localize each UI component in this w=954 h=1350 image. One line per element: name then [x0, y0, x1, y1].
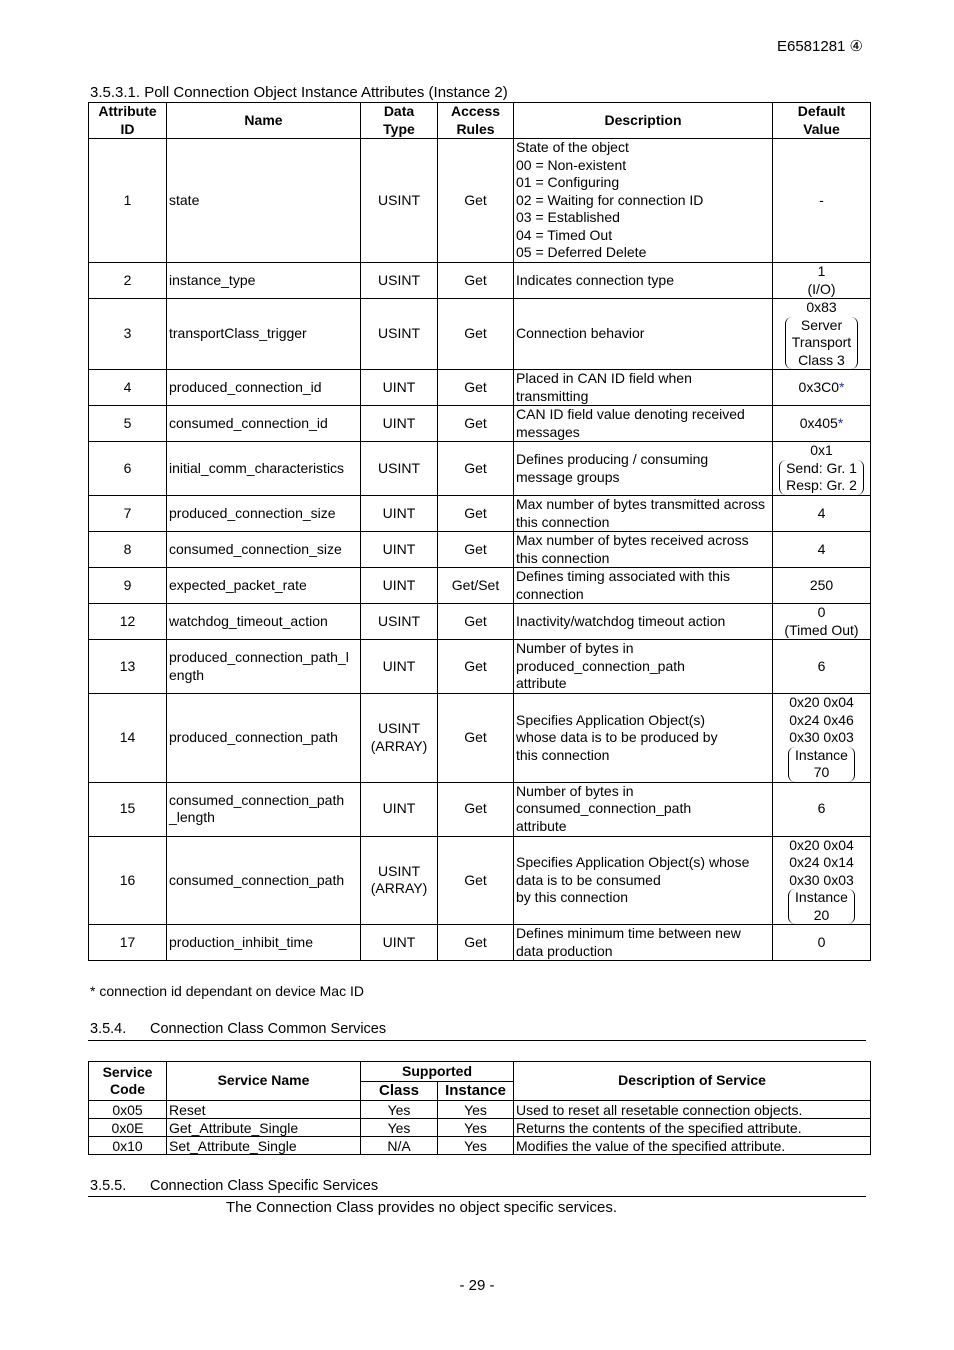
- default-value-cell: [773, 836, 871, 925]
- attribute-name-cell: expected_packet_rate: [167, 568, 361, 604]
- attribute-row: [89, 406, 871, 442]
- data-type-cell: UINT: [361, 640, 438, 694]
- attribute-row: [89, 299, 871, 370]
- description-cell: CAN ID field value denoting received messages: [514, 406, 773, 442]
- data-type-cell: UINT: [361, 370, 438, 406]
- attribute-id-cell: 16: [89, 836, 167, 925]
- service-row: [89, 1137, 871, 1155]
- default-value: 0x20 0x04 0x24 0x46 0x30 0x03: [789, 694, 854, 745]
- data-type-cell: UINT: [361, 496, 438, 532]
- description-cell: Number of bytes in consumed_connection_path attribute: [514, 782, 773, 836]
- description-cell: Indicates connection type: [514, 263, 773, 299]
- attribute-row: [89, 925, 871, 961]
- attribute-row: [89, 782, 871, 836]
- description-cell: Inactivity/watchdog timeout action: [514, 604, 773, 640]
- access-rules-cell: Get: [438, 604, 514, 640]
- access-rules-cell: Get: [438, 406, 514, 442]
- data-type-cell: USINT: [361, 139, 438, 263]
- attribute-id-cell: 3: [89, 299, 167, 370]
- data-type-cell: USINT: [361, 604, 438, 640]
- section-number: 3.5.4.: [90, 1021, 127, 1037]
- col-header-data-type: Data Type: [361, 103, 438, 139]
- attribute-row: [89, 694, 871, 783]
- data-type-cell: USINT: [361, 263, 438, 299]
- default-value: 0x83: [806, 299, 837, 315]
- attribute-row: [89, 139, 871, 263]
- svc-header-code: Service Code: [89, 1062, 167, 1101]
- attribute-row: [89, 532, 871, 568]
- attribute-id-cell: 7: [89, 496, 167, 532]
- instance-support-cell: Yes: [438, 1119, 514, 1137]
- attribute-id-cell: 8: [89, 532, 167, 568]
- data-type-cell: USINT (ARRAY): [361, 694, 438, 783]
- data-type-cell: UINT: [361, 532, 438, 568]
- attribute-row: [89, 496, 871, 532]
- attribute-name-cell: production_inhibit_time: [167, 925, 361, 961]
- default-value-note: Send: Gr. 1 Resp: Gr. 2: [779, 460, 864, 495]
- col-header-name: Name: [167, 103, 361, 139]
- default-value: 0x405: [799, 414, 838, 431]
- service-name-cell: Set_Attribute_Single: [167, 1137, 361, 1155]
- attribute-id-cell: 15: [89, 782, 167, 836]
- default-value: -: [819, 191, 824, 208]
- access-rules-cell: Get: [438, 442, 514, 496]
- footnote: * connection id dependant on device Mac ID: [90, 983, 364, 999]
- default-value-note: Instance 70: [788, 747, 855, 782]
- access-rules-cell: Get: [438, 925, 514, 961]
- default-value-cell: [773, 496, 871, 532]
- attribute-name-cell: state: [167, 139, 361, 263]
- attribute-id-cell: 9: [89, 568, 167, 604]
- attribute-row: [89, 263, 871, 299]
- col-header-description: Description: [514, 103, 773, 139]
- attribute-name-cell: watchdog_timeout_action: [167, 604, 361, 640]
- specific-services-text: The Connection Class provides no object specific services.: [226, 1199, 618, 1216]
- default-value-note: Server Transport Class 3: [785, 317, 858, 370]
- attribute-name-cell: produced_connection_id: [167, 370, 361, 406]
- attribute-row: [89, 442, 871, 496]
- access-rules-cell: Get: [438, 299, 514, 370]
- attribute-row: [89, 568, 871, 604]
- attribute-name-cell: initial_comm_characteristics: [167, 442, 361, 496]
- document-id: E6581281 ④: [776, 38, 863, 55]
- default-value-cell: [773, 604, 871, 640]
- attribute-id-cell: 17: [89, 925, 167, 961]
- description-cell: State of the object 00 = Non-existent 01 = Configuring 02 = Waiting for connection ID 03 = Established 04 = Timed Out 05 = Deferred Delete: [514, 139, 773, 263]
- default-value-cell: [773, 263, 871, 299]
- access-rules-cell: Get: [438, 532, 514, 568]
- class-support-cell: N/A: [361, 1137, 438, 1155]
- attribute-id-cell: 1: [89, 139, 167, 263]
- service-row: [89, 1119, 871, 1137]
- default-value-cell: [773, 640, 871, 694]
- default-value: 0x20 0x04 0x24 0x14 0x30 0x03: [789, 836, 854, 888]
- default-value: 6: [817, 800, 826, 817]
- attribute-name-cell: consumed_connection_size: [167, 532, 361, 568]
- svc-header-name: Service Name: [167, 1062, 361, 1101]
- default-value-cell: [773, 139, 871, 263]
- access-rules-cell: Get: [438, 139, 514, 263]
- access-rules-cell: Get: [438, 496, 514, 532]
- section-title: Connection Class Common Services: [150, 1021, 387, 1037]
- section-rule: [88, 1040, 866, 1041]
- col-header-access-rules: Access Rules: [438, 103, 514, 139]
- description-cell: Placed in CAN ID field when transmitting: [514, 370, 773, 406]
- instance-support-cell: Yes: [438, 1101, 514, 1119]
- access-rules-cell: Get/Set: [438, 568, 514, 604]
- default-value-cell: [773, 532, 871, 568]
- default-value-cell: [773, 406, 871, 442]
- description-cell: Defines producing / consuming message groups: [514, 442, 773, 496]
- section-number: 3.5.5.: [90, 1178, 127, 1194]
- col-header-default-value: Default Value: [773, 103, 871, 139]
- access-rules-cell: Get: [438, 836, 514, 925]
- default-value: 1 (I/O): [807, 263, 836, 297]
- data-type-cell: UINT: [361, 406, 438, 442]
- attributes-section-title: 3.5.3.1. Poll Connection Object Instance Attributes (Instance 2): [90, 84, 508, 101]
- attribute-name-cell: consumed_connection_id: [167, 406, 361, 442]
- svc-header-supported: Supported: [361, 1062, 514, 1082]
- default-value: 4: [817, 540, 826, 557]
- default-value: 0x1: [810, 442, 833, 459]
- attribute-name-cell: instance_type: [167, 263, 361, 299]
- service-code-cell: 0x10: [89, 1137, 167, 1155]
- description-cell: Specifies Application Object(s) whose data is to be consumed by this connection: [514, 836, 773, 925]
- description-cell: Defines minimum time between new data production: [514, 925, 773, 961]
- default-value-cell: [773, 782, 871, 836]
- attributes-table: [88, 102, 871, 961]
- class-support-cell: Yes: [361, 1119, 438, 1137]
- default-value: 250: [809, 576, 834, 593]
- default-value: 4: [817, 504, 826, 521]
- description-cell: Number of bytes in produced_connection_path attribute: [514, 640, 773, 694]
- attribute-id-cell: 4: [89, 370, 167, 406]
- service-name-cell: Get_Attribute_Single: [167, 1119, 361, 1137]
- attribute-row: [89, 640, 871, 694]
- attribute-name-cell: produced_connection_size: [167, 496, 361, 532]
- service-row: [89, 1101, 871, 1119]
- access-rules-cell: Get: [438, 782, 514, 836]
- attributes-header-row: [89, 103, 871, 139]
- default-value: 0x3C0: [798, 378, 839, 395]
- attribute-row: [89, 604, 871, 640]
- data-type-cell: USINT: [361, 299, 438, 370]
- attribute-row: [89, 836, 871, 925]
- service-name-cell: Reset: [167, 1101, 361, 1119]
- asterisk-mark: *: [837, 414, 844, 431]
- service-description-cell: Used to reset all resetable connection objects.: [514, 1101, 871, 1119]
- description-cell: Max number of bytes transmitted across this connection: [514, 496, 773, 532]
- service-description-cell: Returns the contents of the specified attribute.: [514, 1119, 871, 1137]
- attribute-name-cell: transportClass_trigger: [167, 299, 361, 370]
- data-type-cell: USINT: [361, 442, 438, 496]
- attribute-id-cell: 13: [89, 640, 167, 694]
- default-value-cell: [773, 694, 871, 783]
- attribute-id-cell: 2: [89, 263, 167, 299]
- page-number: - 29 -: [459, 1277, 495, 1294]
- data-type-cell: UINT: [361, 568, 438, 604]
- asterisk-mark: *: [839, 378, 845, 395]
- access-rules-cell: Get: [438, 370, 514, 406]
- common-services-table: [88, 1061, 871, 1155]
- access-rules-cell: Get: [438, 263, 514, 299]
- svc-header-description: Description of Service: [514, 1062, 871, 1101]
- col-header-attribute-id: Attribute ID: [89, 103, 167, 139]
- svc-header-class: Class: [361, 1082, 438, 1101]
- access-rules-cell: Get: [438, 694, 514, 783]
- data-type-cell: UINT: [361, 782, 438, 836]
- service-description-cell: Modifies the value of the specified attribute.: [514, 1137, 871, 1155]
- description-cell: Max number of bytes received across this connection: [514, 532, 773, 568]
- attribute-row: [89, 370, 871, 406]
- default-value-cell: [773, 299, 871, 370]
- attribute-id-cell: 5: [89, 406, 167, 442]
- common-services-heading: [90, 1021, 386, 1037]
- attribute-id-cell: 12: [89, 604, 167, 640]
- instance-support-cell: Yes: [438, 1137, 514, 1155]
- default-value-cell: [773, 925, 871, 961]
- service-code-cell: 0x0E: [89, 1119, 167, 1137]
- section-rule: [88, 1196, 866, 1197]
- default-value: 0: [817, 933, 826, 950]
- description-cell: Defines timing associated with this connection: [514, 568, 773, 604]
- default-value-cell: [773, 442, 871, 496]
- attribute-name-cell: consumed_connection_path: [167, 836, 361, 925]
- data-type-cell: UINT: [361, 925, 438, 961]
- attribute-id-cell: 6: [89, 442, 167, 496]
- attribute-name-cell: produced_connection_path: [167, 694, 361, 783]
- default-value: 6: [817, 657, 826, 674]
- default-value-note: Instance 20: [788, 889, 855, 924]
- section-title: Connection Class Specific Services: [150, 1178, 379, 1194]
- description-cell: Connection behavior: [514, 299, 773, 370]
- description-cell: Specifies Application Object(s) whose data is to be produced by this connection: [514, 694, 773, 783]
- attribute-name-cell: consumed_connection_path _length: [167, 782, 361, 836]
- default-value-cell: [773, 370, 871, 406]
- access-rules-cell: Get: [438, 640, 514, 694]
- svc-header-instance: Instance: [438, 1082, 514, 1101]
- data-type-cell: USINT (ARRAY): [361, 836, 438, 925]
- class-support-cell: Yes: [361, 1101, 438, 1119]
- default-value: 0 (Timed Out): [784, 604, 859, 638]
- attribute-id-cell: 14: [89, 694, 167, 783]
- service-code-cell: 0x05: [89, 1101, 167, 1119]
- attribute-name-cell: produced_connection_path_l ength: [167, 640, 361, 694]
- specific-services-heading: [90, 1178, 378, 1194]
- default-value-cell: [773, 568, 871, 604]
